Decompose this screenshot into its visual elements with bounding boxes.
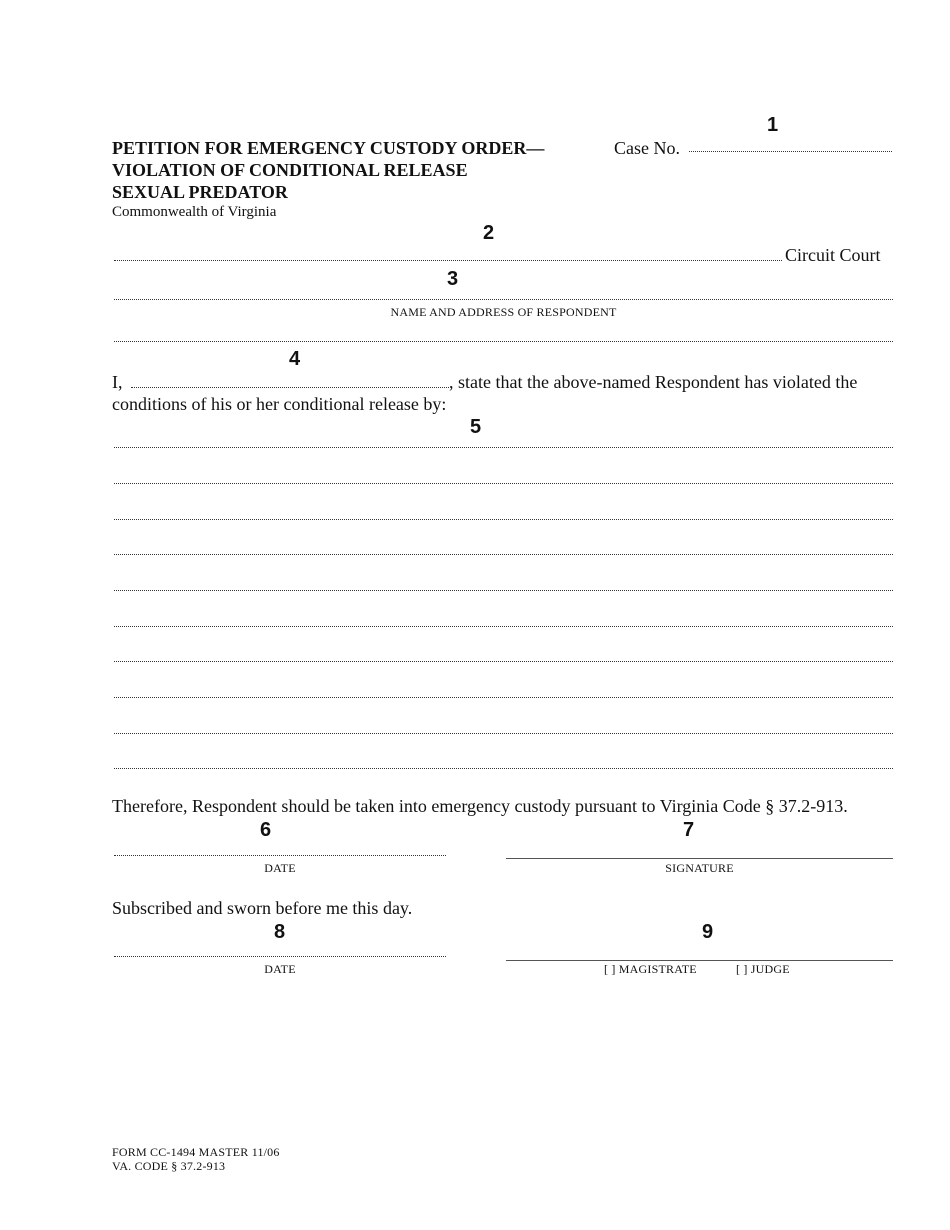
field-number-4: 4 <box>289 348 301 370</box>
petitioner-date-caption: DATE <box>264 861 296 875</box>
field-number-3: 3 <box>447 268 459 290</box>
circuit-court-label: Circuit Court <box>785 245 881 265</box>
violation-line[interactable] <box>114 626 893 627</box>
violation-line[interactable] <box>114 519 893 520</box>
violation-line[interactable] <box>114 661 893 662</box>
violation-line[interactable] <box>114 554 893 555</box>
respondent-caption: NAME AND ADDRESS OF RESPONDENT <box>390 305 617 319</box>
form-id: FORM CC-1494 MASTER 11/06 <box>112 1145 280 1159</box>
sworn-date-caption: DATE <box>264 962 296 976</box>
violation-line[interactable] <box>114 483 893 484</box>
statement-prefix: I, <box>112 372 123 392</box>
case-no-label: Case No. <box>614 138 680 158</box>
field-number-6: 6 <box>260 819 272 841</box>
sworn-statement: Subscribed and sworn before me this day. <box>112 898 413 918</box>
sworn-date-field[interactable] <box>114 956 446 957</box>
field-number-7: 7 <box>683 819 695 841</box>
petitioner-signature-field[interactable] <box>506 858 893 859</box>
statement-line-2: conditions of his or her conditional release by: <box>112 394 447 414</box>
field-number-9: 9 <box>702 921 714 943</box>
petitioner-date-field[interactable] <box>114 855 446 856</box>
violation-line[interactable] <box>114 768 893 769</box>
violation-line[interactable] <box>114 733 893 734</box>
form-title-line-3: SEXUAL PREDATOR <box>112 182 288 202</box>
violation-line[interactable] <box>114 447 893 448</box>
field-number-8: 8 <box>274 921 286 943</box>
judge-checkbox[interactable]: [ ] JUDGE <box>736 962 790 976</box>
circuit-court-field[interactable] <box>114 260 782 261</box>
case-no-field[interactable] <box>689 151 892 152</box>
code-reference: VA. CODE § 37.2-913 <box>112 1159 226 1173</box>
form-title-line-1: PETITION FOR EMERGENCY CUSTODY ORDER— <box>112 138 545 158</box>
conclusion-text: Therefore, Respondent should be taken into emergency custody pursuant to Virginia Code § 37.2-913. <box>112 796 848 816</box>
field-number-1: 1 <box>767 114 779 136</box>
violation-line[interactable] <box>114 590 893 591</box>
petitioner-name-field[interactable] <box>131 386 449 388</box>
jurisdiction-label: Commonwealth of Virginia <box>112 204 277 220</box>
violation-line[interactable] <box>114 697 893 698</box>
signature-caption: SIGNATURE <box>665 861 734 875</box>
field-number-2: 2 <box>483 222 495 244</box>
field-number-5: 5 <box>470 416 482 438</box>
official-signature-field[interactable] <box>506 960 893 961</box>
statement-line-1 <box>112 371 857 393</box>
magistrate-checkbox[interactable]: [ ] MAGISTRATE <box>604 962 697 976</box>
statement-suffix: , state that the above-named Respondent has violated the <box>449 372 858 392</box>
respondent-address-field[interactable] <box>114 341 893 342</box>
respondent-name-field[interactable] <box>114 299 893 300</box>
form-title-line-2: VIOLATION OF CONDITIONAL RELEASE <box>112 160 468 180</box>
